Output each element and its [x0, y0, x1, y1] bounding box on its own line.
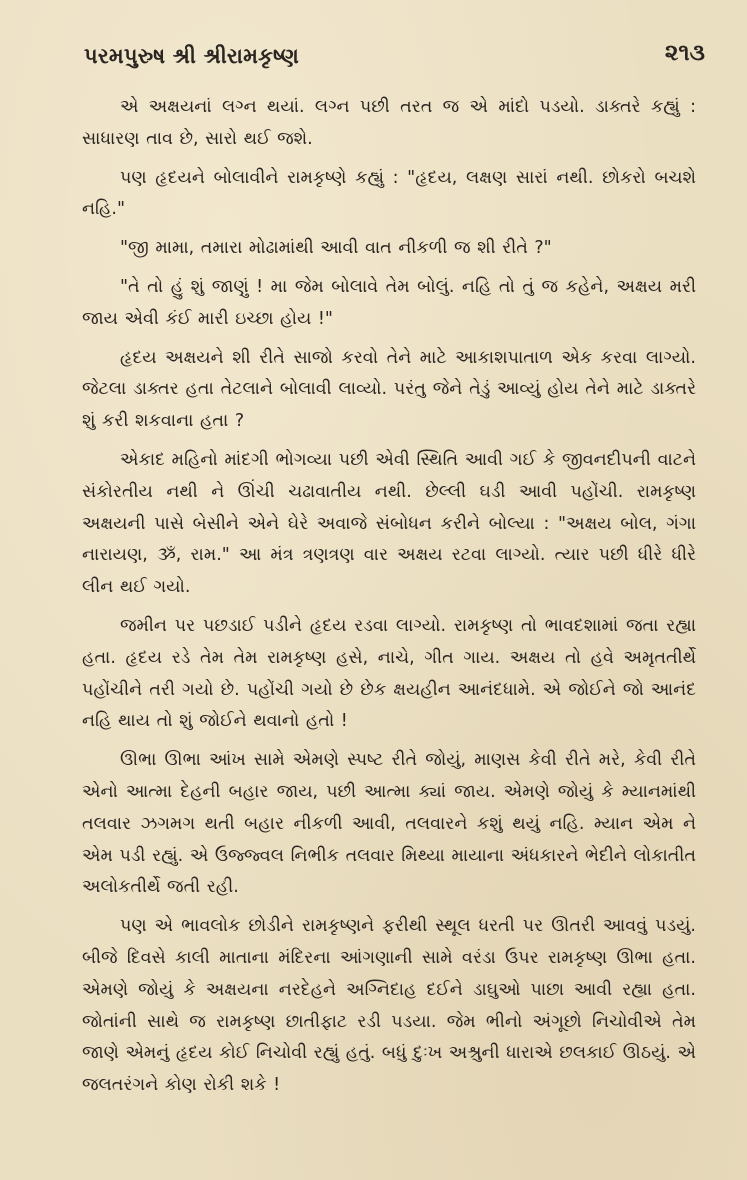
paragraph: ઊભા ઊભા આંખ સામે એમણે સ્પષ્ટ રીતે જોયું, માણસ કેવી રીતે મરે, કેવી રીતે એનો આત્મા દેહની બહાર જાય, પછી આત્મા ક્યાં જાય. એમણે જોયું કે મ્યાનમાંથી તલવાર ઝગમગ થતી બહાર નીકળી આવી, તલવારને કશું થયું નહિ. મ્યાન એમ ને એમ પડી રહ્યું. એ ઉજ્જ્વલ નિભીક તલવાર મિથ્યા માયાના અંધકારને ભેદીને લોકાતીત અલોકતીર્થે જતી રહી. — [82, 750, 696, 898]
paragraph: એ અક્ષયનાં લગ્ન થયાં. લગ્ન પછી તરત જ એ માંદો પડયો. ડાક્તરે કહ્યું : સાધારણ તાવ છે, સારો થઈ જશે. — [82, 97, 696, 149]
paragraph: હૃદય અક્ષયને શી રીતે સાજો કરવો તેને માટે આકાશપાતાળ એક કરવા લાગ્યો. જેટલા ડાક્તર હતા તેટલાને બોલાવી લાવ્યો. પરંતુ જેને તેડું આવ્યું હોય તેને માટે ડાક્તરે શું કરી શકવાના હતા ? — [82, 347, 696, 432]
paragraph: પણ એ ભાવલોક છોડીને રામકૃષ્ણને ફરીથી સ્થૂલ ધરતી પર ઊતરી આવવું પડયું. બીજે દિવસે કાલી માતાના મંદિરના આંગણાની સામે વરંડા ઉપર રામકૃષ્ણ ઊભા હતા. એમણે જોયું કે અક્ષયના નરદેહને અગ્નિદાહ દઈને ડાઘુઓ પાછા આવી રહ્યા હતા. જોતાંની સાથે જ રામકૃષ્ણ છાતીફાટ રડી પડયા. જેમ ભીનો અંગૂછો નિચોવીએ તેમ જાણે એમનું હૃદય કોઈ નિચોવી રહ્યું હતું. બધું દુઃખ અશ્રુની ધારાએ છલકાઈ ઊઠયું. એ જલતરંગને કોણ રોકી શકે ! — [82, 916, 696, 1096]
paragraph: "જી મામા, તમારા મોઢામાંથી આવી વાત નીકળી જ શી રીતે ?" — [120, 238, 552, 259]
paragraph: "તે તો હું શું જાણું ! મા જેમ બોલાવે તેમ બોલું. નહિ તો તું જ કહેને, અક્ષય મરી જાય એવી કંઈ મારી ઇચ્છા હોય !" — [82, 276, 696, 329]
paragraph: પણ હૃદયને બોલાવીને રામકૃષ્ણે કહ્યું : "હૃદય, લક્ષણ સારાં નથી. છોકરો બચશે નહિ." — [82, 167, 696, 220]
body-text — [82, 92, 696, 1109]
paragraph: એકાદ મહિનો માંદગી ભોગવ્યા પછી એવી સ્થિતિ આવી ગઈ કે જીવનદીપની વાટને સંકોરતીય નથી ને ઊંચી ચઢાવાતીય નથી. છેલ્લી ઘડી આવી પહોંચી. રામકૃષ્ણ અક્ષયની પાસે બેસીને એને ઘેરે અવાજે સંબોધન કરીને બોલ્યા : "અક્ષય બોલ, ગંગા નારાયણ, ૐ, રામ." આ મંત્ર ત્રણત્રણ વાર અક્ષય રટવા લાગ્યો. ત્યાર પછી ધીરે ધીરે લીન થઈ ગયો. — [82, 449, 696, 598]
paragraph: જમીન પર પછડાઈ પડીને હૃદય રડવા લાગ્યો. રામકૃષ્ણ તો ભાવદશામાં જતા રહ્યા હતા. હૃદય રડે તેમ તેમ રામકૃષ્ણ હસે, નાચે, ગીત ગાય. અક્ષય તો હવે અમૃતતીર્થે પહોંચીને તરી ગયો છે. પહોંચી ગયો છે છેક ક્ષયહીન આનંદધામે. એ જોઈને જો આનંદ નહિ થાય તો શું જોઈને થવાનો હતો ! — [82, 615, 696, 732]
running-title: પરમપુરુષ શ્રી શ્રીરામકૃષ્ણ — [84, 44, 300, 68]
page-number: ૨૧૩ — [664, 40, 705, 66]
